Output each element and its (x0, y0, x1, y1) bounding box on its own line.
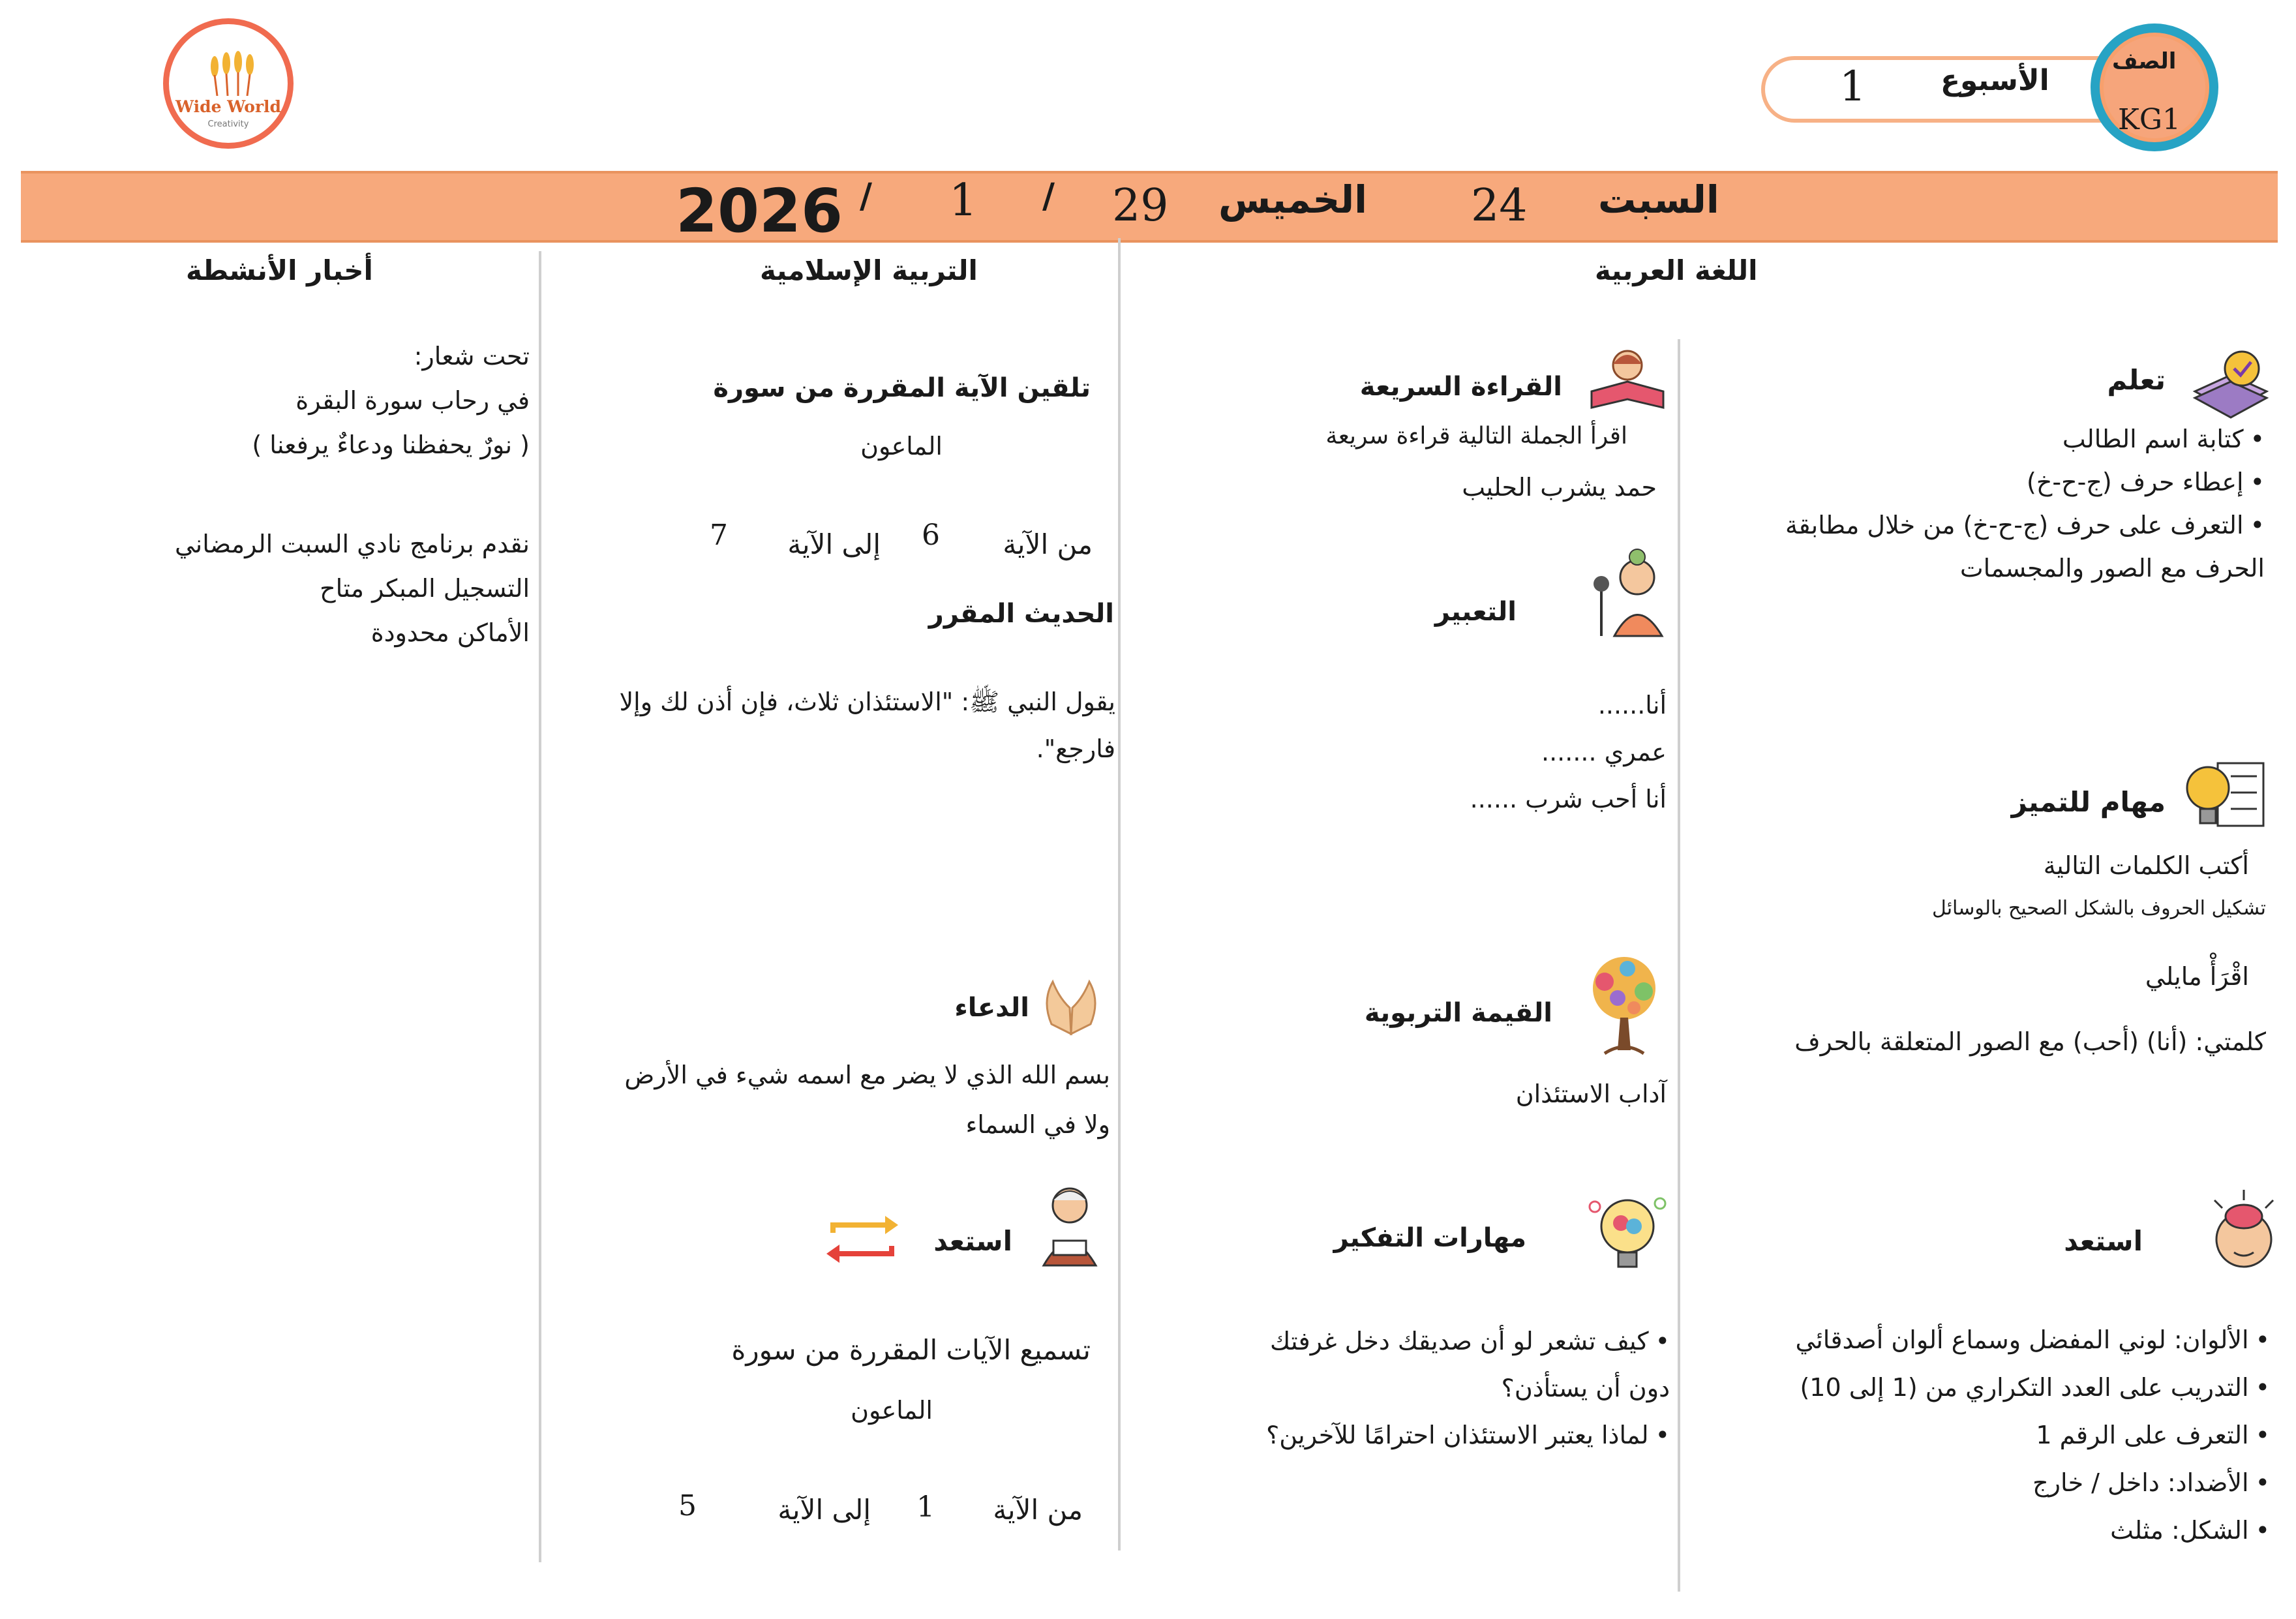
logo-brand: Wide World (175, 97, 282, 116)
date-separator-2: / (1042, 176, 1055, 216)
prepare-isl-to: 5 (678, 1489, 697, 1522)
prepare-ar-list (1796, 1316, 2270, 1554)
news-heading: أخبار الأنشطة (186, 254, 373, 286)
school-logo (163, 18, 294, 149)
hadith-text (619, 678, 1115, 772)
excellence-line-1: أكتب الكلمات التالية (2043, 851, 2249, 880)
quran-from-label: من الآية (1003, 528, 1093, 560)
quran-surah: الماعون (860, 432, 943, 461)
repeat-arrows-icon (823, 1213, 901, 1265)
learn-item-2: • إعطاء حرف (ج-ح-خ) (1785, 461, 2265, 504)
speaker-microphone-icon (1585, 548, 1670, 639)
excellence-title: مهام للتميز (2011, 786, 2166, 818)
thinking-face-icon (2208, 1187, 2280, 1279)
date-day1-num: 24 (1471, 180, 1528, 232)
learn-list (1785, 417, 2265, 590)
value-tree-icon (1578, 952, 1670, 1057)
week-value: 1 (1839, 63, 1866, 111)
date-month: 1 (949, 175, 978, 226)
fast-reading-line-1: اقرأ الجملة التالية قراءة سريعة (1325, 423, 1627, 449)
hadith-line-1: يقول النبي ﷺ: "الاستئذان ثلاث، فإن أذن لك وإلا (619, 688, 1115, 716)
praying-hands-icon (1038, 972, 1104, 1037)
divider-arabic-inner (1678, 339, 1680, 1592)
grade-label: الصف (2112, 48, 2177, 74)
date-day1: السبت (1598, 177, 1719, 222)
hadith-line-2: فارجع". (1036, 734, 1115, 763)
prepare-isl-from: 1 (916, 1490, 935, 1524)
quran-to: 7 (710, 519, 728, 552)
news-line-3: ( نورٌ يحفظنا ودعاءٌ يرفعنا ) (252, 431, 530, 459)
quran-from: 6 (922, 519, 940, 552)
grade-value: KG1 (2118, 103, 2181, 136)
divider-news (539, 251, 541, 1562)
date-day2: الخميس (1218, 177, 1368, 222)
prepare-isl-surah: الماعون (851, 1396, 933, 1425)
logo-subtitle: Creativity (207, 119, 249, 129)
news-block-2 (175, 522, 530, 655)
prepare-isl-line-1: تسميع الآيات المقررة من سورة (731, 1334, 1091, 1366)
value-title: القيمة التربوية (1364, 998, 1552, 1028)
prepare-ar-item-2: • التدريب على العدد التكراري من (1 إلى 10) (1796, 1364, 2270, 1412)
fast-reading-title: القراءة السريعة (1359, 372, 1562, 402)
expression-title: التعبير (1434, 597, 1517, 627)
learn-title: تعلم (2107, 364, 2166, 396)
news-line-6: الأماكن محدودة (370, 618, 530, 647)
thinking-item-2: • لماذا يعتبر الاستئذان احترامًا للآخرين؟ (1266, 1412, 1670, 1459)
date-year: 2026 (676, 176, 843, 246)
news-line-1: تحت شعار: (414, 342, 530, 371)
learn-item-3: • التعرف على حرف (ج-ح-خ) من خلال مطابقة (1785, 504, 2265, 547)
date-day2-num: 29 (1112, 180, 1169, 232)
prepare-isl-from-label: من الآية (993, 1494, 1083, 1526)
dua-line-2: ولا في السماء (965, 1110, 1110, 1139)
expression-line-2: عمري ....... (1541, 738, 1667, 766)
thinking-item-1: • كيف تشعر لو أن صديقك دخل غرفتك (1266, 1318, 1670, 1365)
prepare-ar-item-5: • الشكل: مثلث (1796, 1507, 2270, 1554)
expression-line-1: أنا...... (1597, 691, 1667, 719)
dua-title: الدعاء (954, 993, 1029, 1023)
news-line-5: التسجيل المبكر متاح (320, 574, 530, 603)
thinking-list (1266, 1318, 1670, 1459)
expression-lines (1470, 682, 1667, 823)
divider-islamic (1118, 238, 1121, 1551)
wheat-icon (202, 50, 267, 96)
quran-title: تلقين الآية المقررة من سورة (713, 373, 1091, 403)
excellence-line-4: كلمتي: (أنا) (أحب) مع الصور المتعلقة بالحرف (1794, 1027, 2266, 1056)
excellence-line-3: اقْرَأْ مايلي (2145, 962, 2249, 991)
news-line-4: نقدم برنامج نادي السبت الرمضاني (174, 530, 530, 558)
prepare-ar-item-1: • الألوان: لوني المفضل وسماع ألوان أصدقائي (1796, 1316, 2270, 1364)
excellence-line-2: تشكيل الحروف بالشكل الصحيح بالوسائل (1931, 897, 2266, 920)
date-separator-1: / (860, 176, 872, 216)
fast-reading-line-2: حمد يشرب الحليب (1462, 473, 1657, 502)
lightbulb-checklist-icon (2182, 757, 2267, 834)
news-block-1 (252, 334, 530, 467)
prepare-isl-to-label: إلى الآية (778, 1494, 871, 1526)
islamic-heading: التربية الإسلامية (760, 254, 978, 286)
thinking-item-1-cont: دون أن يستأذن؟ (1501, 1374, 1670, 1402)
value-text: آداب الاستئذان (1515, 1080, 1667, 1108)
book-checkmark-icon (2188, 346, 2273, 423)
dua-text (624, 1050, 1110, 1149)
news-line-2: في رحاب سورة البقرة (295, 386, 530, 415)
prepare-ar-title: استعد (2064, 1225, 2143, 1257)
prepare-ar-item-3: • التعرف على الرقم 1 (1796, 1412, 2270, 1459)
prepare-ar-item-4: • الأضداد: داخل / خارج (1796, 1459, 2270, 1507)
hadith-title: الحديث المقرر (928, 599, 1114, 629)
quran-to-label: إلى الآية (787, 528, 881, 560)
learn-item-1: • كتابة اسم الطالب (1785, 417, 2265, 461)
lightbulb-brain-icon (1582, 1187, 1673, 1279)
dua-line-1: بسم الله الذي لا يضر مع اسمه شيء في الأرض (624, 1061, 1110, 1089)
reading-boy-icon (1034, 1181, 1106, 1272)
reading-girl-icon (1585, 346, 1670, 411)
expression-line-3: أنا أحب شرب ...... (1470, 785, 1667, 813)
week-label: الأسبوع (1941, 64, 2049, 97)
arabic-heading: اللغة العربية (1595, 254, 1758, 286)
thinking-title: مهارات التفكير (1333, 1223, 1526, 1253)
learn-item-3-cont: الحرف مع الصور والمجسمات (1959, 554, 2265, 583)
prepare-isl-title: استعد (933, 1225, 1012, 1257)
